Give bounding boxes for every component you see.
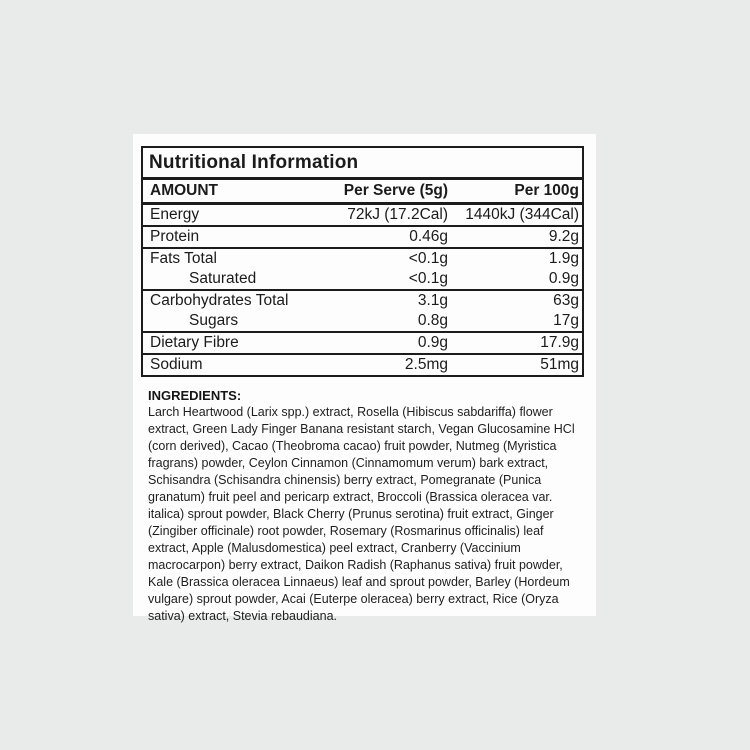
- nutrient-name: Protein: [150, 228, 200, 245]
- per-100g-value: 17.9g: [540, 334, 579, 351]
- per-100g-value: 1440kJ (344Cal): [465, 206, 579, 223]
- nutrient-name: Sodium: [150, 356, 203, 373]
- per-serve-value: 0.46g: [409, 228, 448, 245]
- nutrition-table-title: Nutritional Information: [143, 148, 582, 180]
- nutrient-name: Carbohydrates Total: [150, 292, 289, 309]
- nutrition-table-header: [143, 180, 582, 205]
- nutrition-label-panel: [133, 134, 596, 623]
- nutrient-name: Fats Total: [150, 250, 217, 267]
- table-row: [143, 331, 582, 353]
- per-serve-value: 2.5mg: [404, 356, 448, 373]
- ingredients-text: Larch Heartwood (Larix spp.) extract, Rosella (Hibiscus sabdariffa) flower extract, Green Lady Finger Banana resistant starch, Vegan Glucosamine HCl (corn derived), Cacao (Theobroma cacao) fruit powder, Nutmeg (Myristica fragrans) powder, Ceylon Cinnamon (Cinnamomum verum) bark extract, Schisandra (Schisandra chinensis) berry extract, Pomegranate (Punica granatum) fruit peel and pericarp extract, Broccoli (Brassica oleracea var. italica) sprout powder, Black Cherry (Prunus serotina) fruit extract, Ginger (Zingiber officinale) root powder, Rosemary (Rosmarinus officinalis) leaf extract, Apple (Malusdomestica) peel extract, Cranberry (Vaccinium macrocarpon) berry extract, Daikon Radish (Raphanus sativa) fruit powder, Kale (Brassica oleracea Linnaeus) leaf and sprout powder, Barley (Hordeum vulgare) sprout powder, Acai (Euterpe oleracea) berry extract, Rice (Oryza sativa) extract, Stevia rebaudiana.: [148, 405, 575, 623]
- table-row: [143, 269, 582, 289]
- per-100g-value: 63g: [553, 292, 579, 309]
- ingredients-section: [148, 387, 582, 625]
- per-100g-value: 51mg: [540, 356, 579, 373]
- table-row: [143, 353, 582, 375]
- column-header-amount: AMOUNT: [150, 182, 219, 199]
- per-100g-value: 9.2g: [548, 228, 579, 245]
- nutrient-name: Energy: [150, 206, 200, 223]
- table-row: [143, 225, 582, 247]
- per-100g-value: 17g: [553, 312, 579, 329]
- per-serve-value: 0.8g: [417, 312, 448, 329]
- nutrient-name: Dietary Fibre: [150, 334, 239, 351]
- per-100g-value: 1.9g: [548, 250, 579, 267]
- per-serve-value: <0.1g: [408, 250, 448, 267]
- nutrition-table: [141, 146, 584, 377]
- nutrient-name: Saturated: [189, 270, 257, 287]
- column-header-per-serve: Per Serve (5g): [343, 182, 448, 199]
- nutrient-name: Sugars: [189, 312, 239, 329]
- per-serve-value: 72kJ (17.2Cal): [347, 206, 448, 223]
- per-serve-value: <0.1g: [408, 270, 448, 287]
- column-header-per-100g: Per 100g: [514, 182, 579, 199]
- ingredients-heading: INGREDIENTS:: [148, 388, 242, 403]
- table-row: [143, 311, 582, 331]
- nutrition-table-body: [143, 205, 582, 375]
- table-row: [143, 247, 582, 269]
- table-row: [143, 289, 582, 311]
- per-100g-value: 0.9g: [548, 270, 579, 287]
- per-serve-value: 3.1g: [417, 292, 448, 309]
- per-serve-value: 0.9g: [417, 334, 448, 351]
- table-row: [143, 205, 582, 225]
